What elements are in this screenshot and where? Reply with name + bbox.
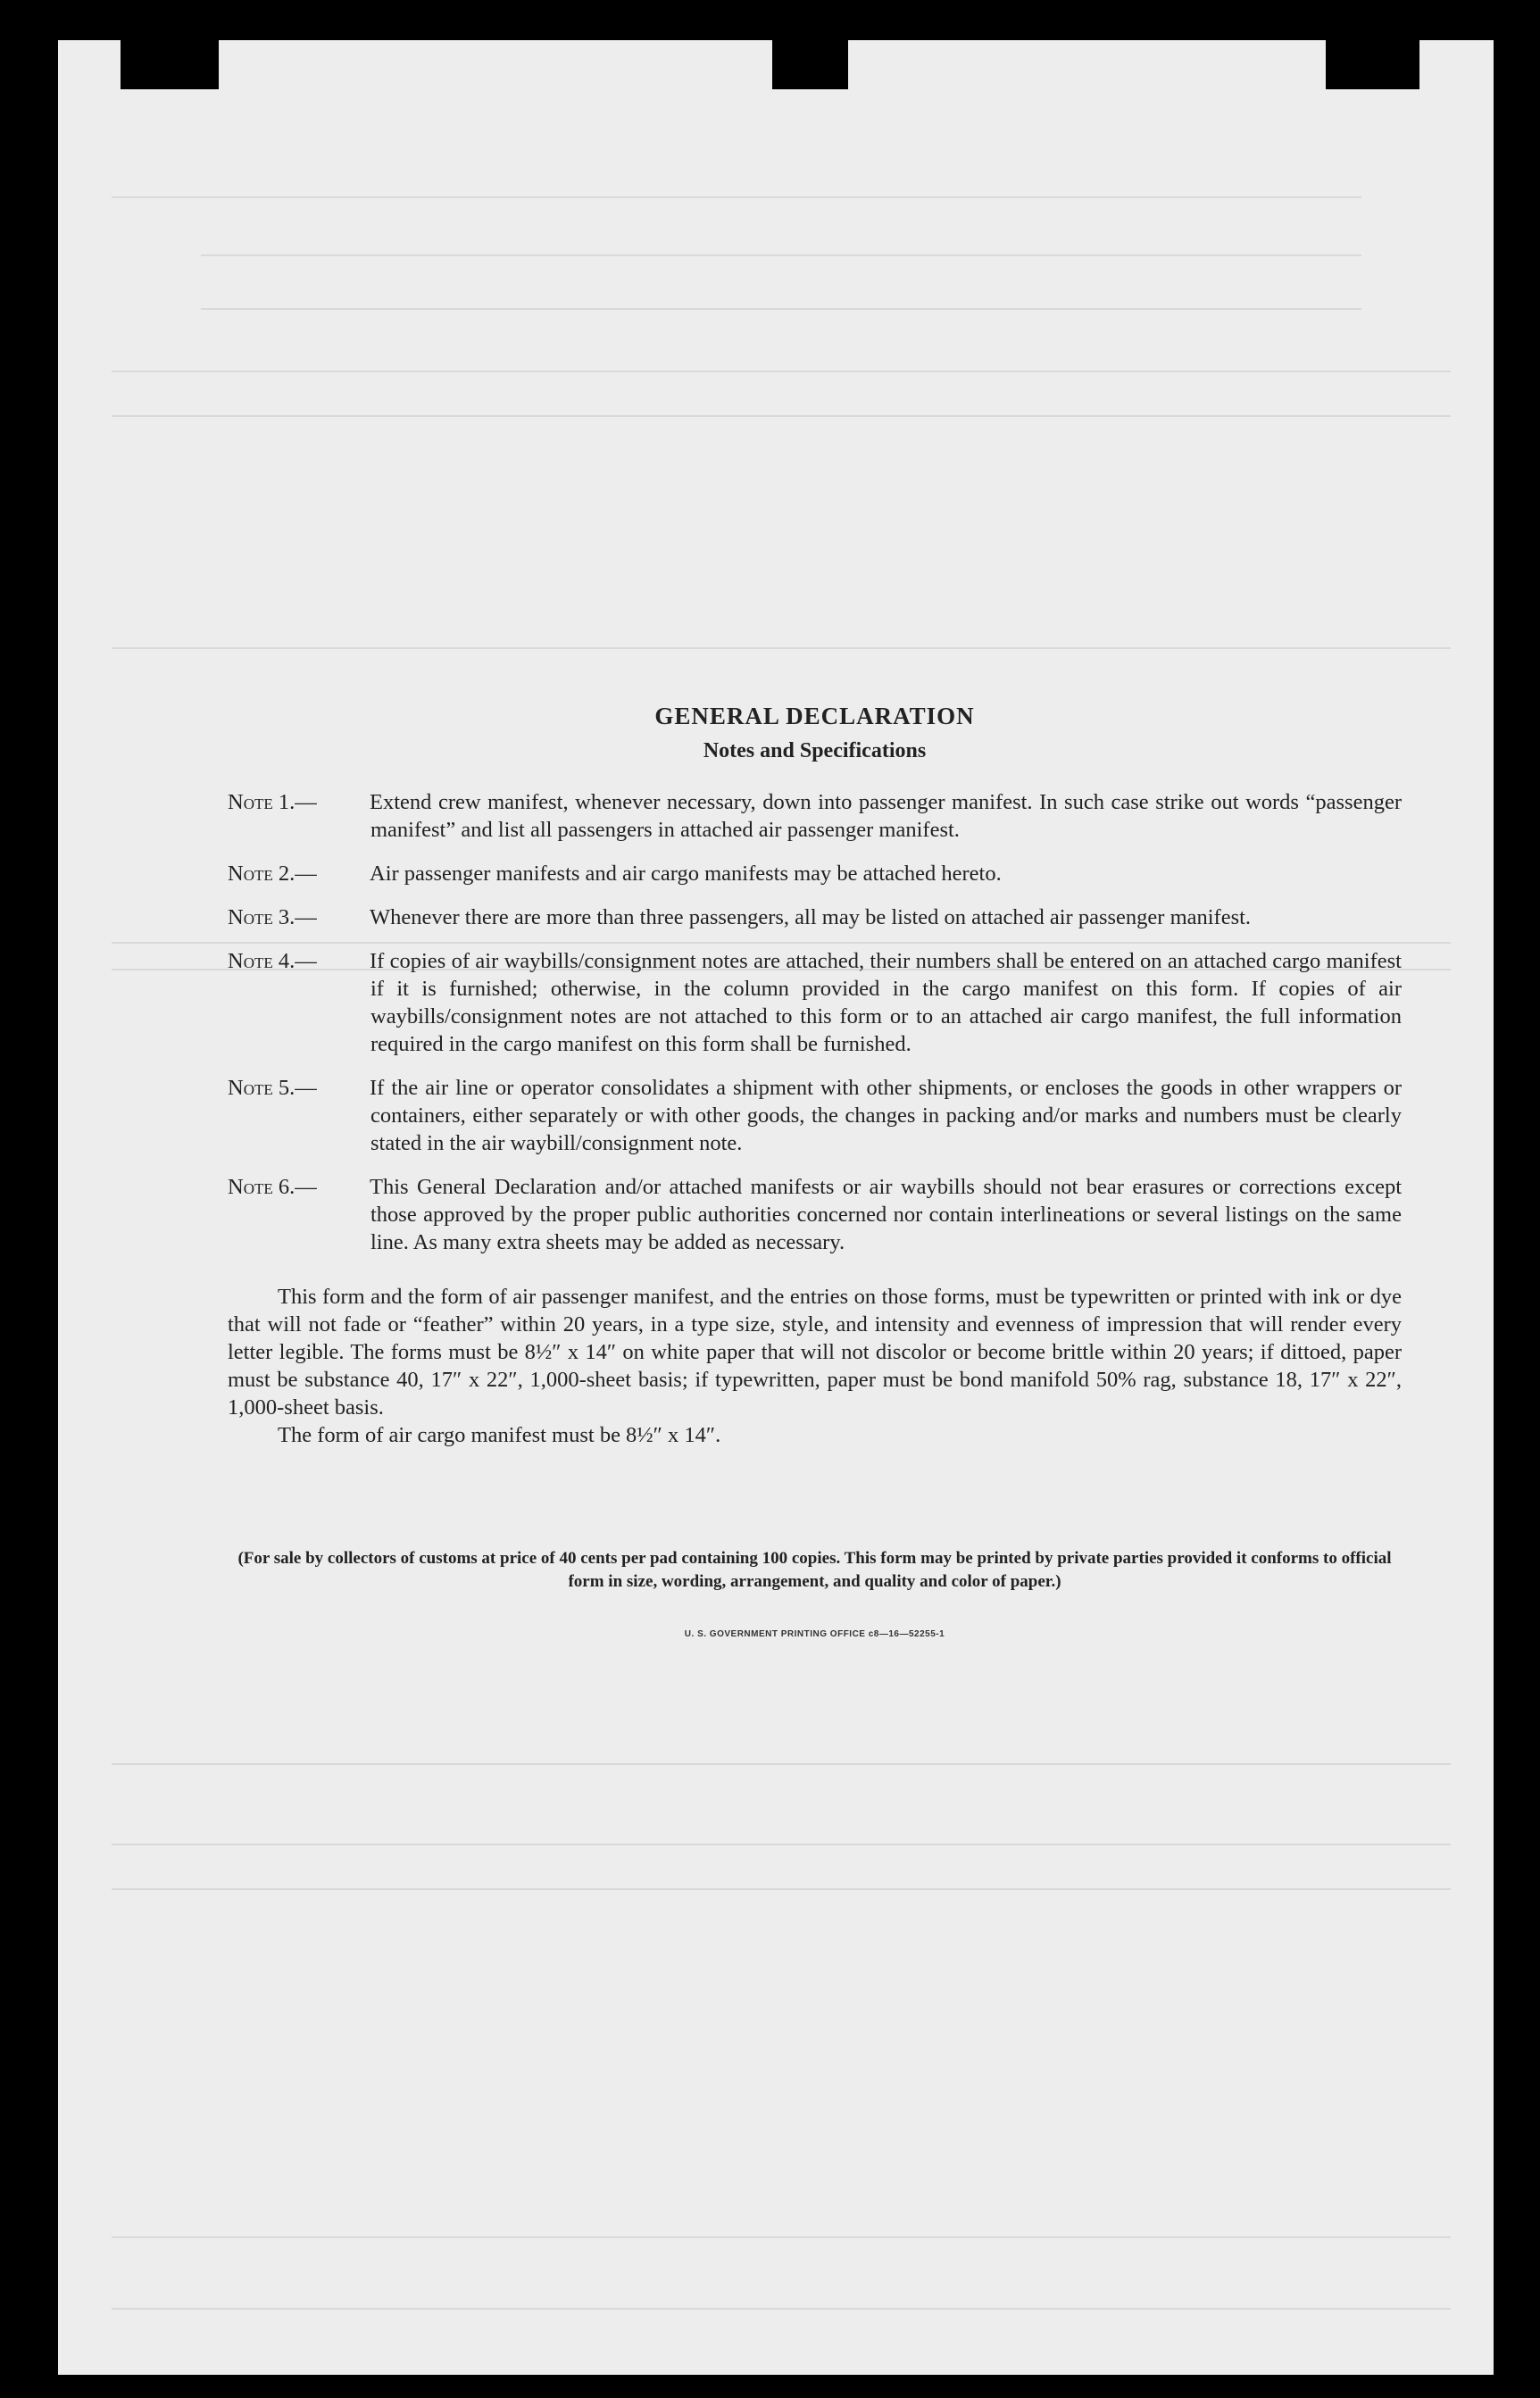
note-text: This General Declaration and/or attached manifests or air waybills should not bear erasures or corrections except those approved by the proper public authorities concerned nor contain interlineations or several listings on the same line. As many extra sheets may be added as necessary. (370, 1175, 1402, 1254)
bleed-through-line (112, 1888, 1451, 1890)
cargo-manifest-size-paragraph: The form of air cargo manifest must be 8½″ x 14″. (278, 1423, 721, 1447)
note-text: If the air line or operator consolidates a shipment with other shipments, or encloses the goods in other wrappers or containers, either separately or with other goods, the changes in packing and/or marks and numbers must be clearly stated in the air waybill/consignment note. (370, 1076, 1402, 1155)
bleed-through-line (112, 1763, 1451, 1765)
binder-tab-right (1326, 40, 1419, 89)
note-label: Note 6.— (228, 1175, 317, 1199)
note-text: Whenever there are more than three passengers, all may be listed on attached air passenger manifest. (370, 905, 1252, 929)
note-5 (228, 1074, 1402, 1157)
bleed-through-line (201, 254, 1361, 256)
note-label: Note 1.— (228, 790, 317, 814)
binder-tab-left (121, 40, 219, 89)
bleed-through-line (112, 2308, 1451, 2310)
note-label: Note 3.— (228, 905, 317, 929)
note-text: If copies of air waybills/consignment notes are attached, their numbers shall be entered on an attached cargo manifest if it is furnished; otherwise, in the column provided in the cargo manifest on this form. If copies of air waybills/consignment notes are not attached to this form or to an attached air cargo manifest, the full information required in the cargo manifest on this form shall be furnished. (370, 949, 1402, 1056)
bleed-through-line (112, 415, 1451, 417)
binder-tab-center (772, 40, 848, 89)
sale-notice: (For sale by collectors of customs at price of 40 cents per pad containing 100 copies. This form may be printed by private parties provided it conforms to official form in size, wording, arrangement, and quality and color of paper.) (237, 1549, 1392, 1591)
note-3 (228, 903, 1402, 931)
bleed-through-line (112, 1844, 1451, 1845)
note-1 (228, 788, 1402, 844)
note-label: Note 5.— (228, 1076, 317, 1100)
paper-sheet (58, 40, 1494, 2375)
declaration-content (228, 665, 1402, 1639)
bleed-through-line (112, 371, 1451, 372)
printer-line: U. S. GOVERNMENT PRINTING OFFICE c8—16—52255-1 (684, 1629, 945, 1639)
note-4 (228, 947, 1402, 1058)
note-2 (228, 860, 1402, 887)
note-label: Note 4.— (228, 949, 317, 973)
bleed-through-line (201, 308, 1361, 310)
document-subtitle: Notes and Specifications (703, 739, 927, 762)
document-title: GENERAL DECLARATION (654, 703, 975, 729)
note-6 (228, 1173, 1402, 1256)
bleed-through-line (112, 647, 1451, 649)
note-text: Air passenger manifests and air cargo manifests may be attached hereto. (370, 862, 1002, 886)
bleed-through-line (112, 2236, 1451, 2238)
note-label: Note 2.— (228, 862, 317, 886)
note-text: Extend crew manifest, whenever necessary, down into passenger manifest. In such case strike out words “passenger manifest” and list all passengers in attached air passenger manifest. (370, 790, 1402, 842)
bleed-through-line (112, 196, 1361, 198)
specifications-paragraph: This form and the form of air passenger manifest, and the entries on those forms, must be typewritten or printed with ink or dye that will not fade or “feather” within 20 years, in a type size, style, and intensity and evenness of impression that will render every letter legible. The forms must be 8½″ x 14″ on white paper that will not discolor or become brittle within 20 years; if dittoed, paper must be substance 40, 17″ x 22″, 1,000-sheet basis; if typewritten, paper must be bond manifold 50% rag, substance 18, 17″ x 22″, 1,000-sheet basis. (228, 1285, 1402, 1420)
